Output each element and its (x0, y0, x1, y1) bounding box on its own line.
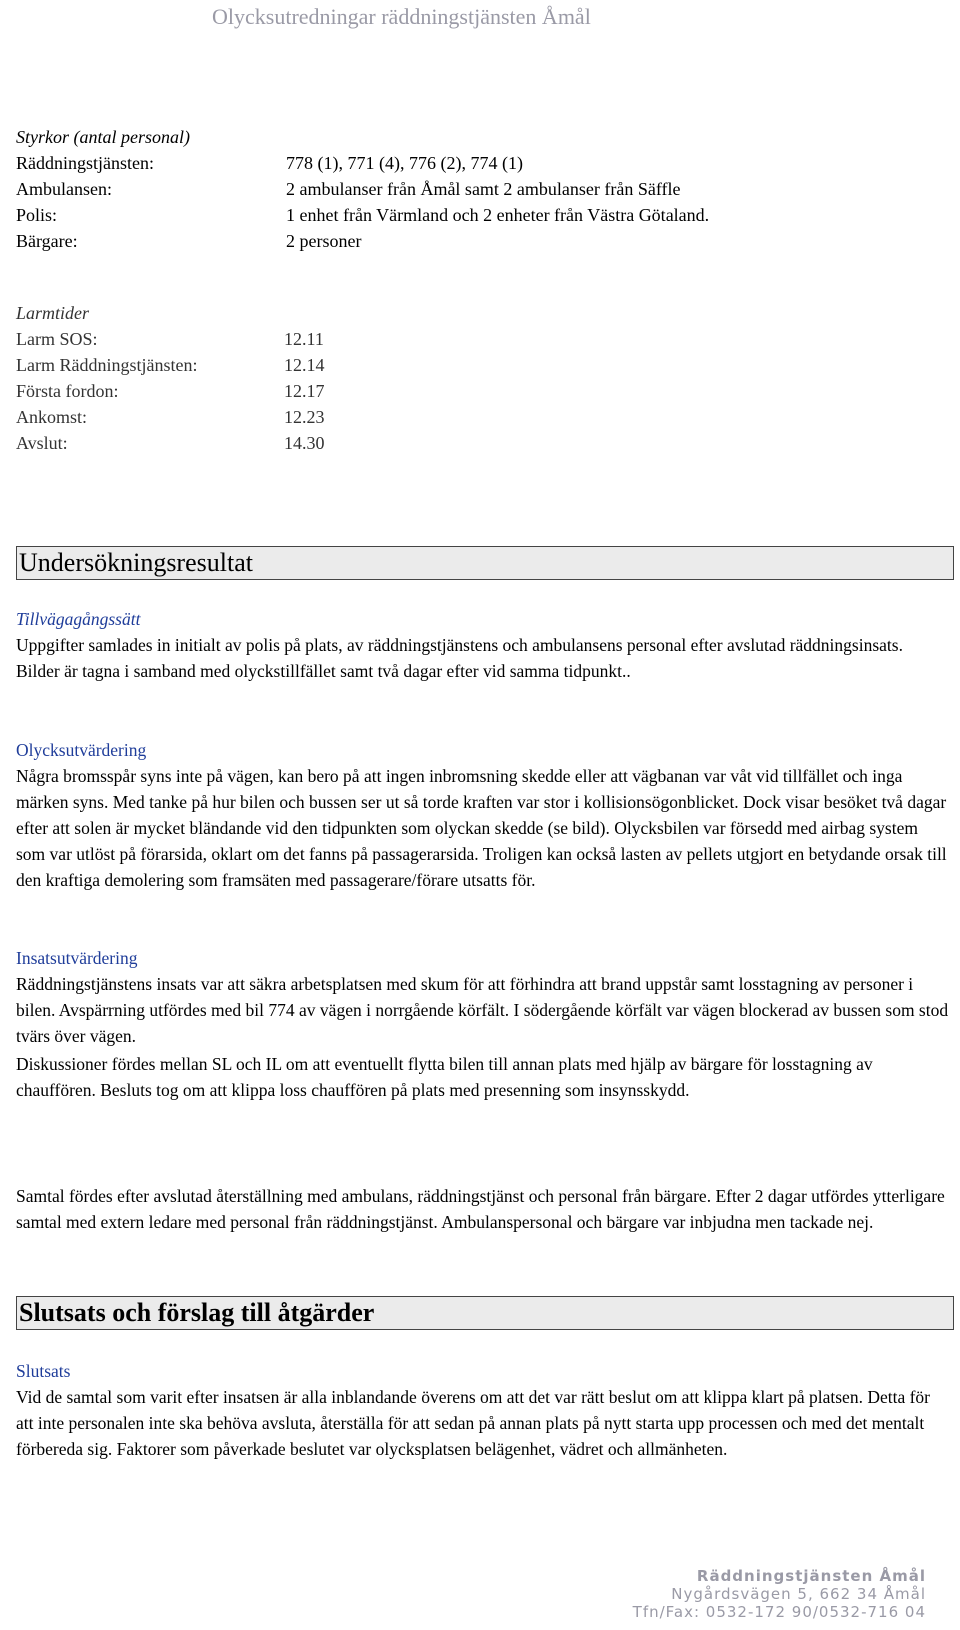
document-header: Olycksutredningar räddningstjänsten Åmål (212, 4, 591, 29)
resource-row (16, 150, 946, 176)
procedure-title: Tillvägagångssätt (16, 609, 141, 629)
response-evaluation-paragraph: Diskussioner fördes mellan SL och IL om att eventuellt flytta bilen till annan plats med hjälp av bärgare för losstagning av chauffören. Besluts tog om att klippa loss chauffören på plats med presenning som insynsskydd. (16, 1054, 873, 1100)
conclusion-text: Vid de samtal som varit efter insatsen är alla inblandande överens om att det var rätt beslut om att klippa klart på platsen. Detta för att inte personalen inte ska behöva avsluta, återställa för att sedan på annan plats på nytt starta upp processen och med det mentalt förbereda sig. Faktorer som påverkade beslutet var olycksplatsen belägenhet, vädret och allmänheten. (16, 1387, 930, 1459)
time-row (16, 404, 946, 430)
accident-evaluation-section (16, 737, 951, 893)
response-evaluation-section (16, 1051, 951, 1103)
accident-evaluation-text: Några bromsspår syns inte på vägen, kan bero på att ingen inbromsning skedde eller att vägbanan var våt vid tillfället och inga märken syns. Med tanke på hur bilen och bussen ser ut så torde kraften var stor i kollisionsögonblicket. Dock visar besöket två dagar efter att solen är mycket bländande vid den tidpunkten som olyckan skedde (se bild). Olycksbilen var försedd med airbag system som var utlöst på förarsida, oklart om det fanns på passagerarsida. Troligen kan också lasten av pellets utgjort en betydande orsak till den kraftiga demolering som framsäten med passagerare/förare utsatts för. (16, 766, 947, 890)
time-value: 14.30 (284, 433, 325, 453)
response-evaluation-section (16, 945, 951, 1049)
footer-name: Räddningstjänsten Åmål (696, 1567, 926, 1585)
time-value: 12.23 (284, 407, 325, 427)
conclusion-section (16, 1358, 951, 1462)
resource-value: 778 (1), 771 (4), 776 (2), 774 (1) (286, 153, 523, 173)
resource-label: Räddningstjänsten: (16, 153, 154, 173)
footer-address: Nygårdsvägen 5, 662 34 Åmål (671, 1585, 926, 1603)
time-label: Larm Räddningstjänsten: (16, 355, 198, 375)
time-label: Ankomst: (16, 407, 88, 427)
resource-row (16, 202, 946, 228)
investigation-banner: Undersökningsresultat (16, 546, 954, 580)
resource-label: Bärgare: (16, 231, 78, 251)
time-value: 12.17 (284, 381, 325, 401)
conclusions-banner: Slutsats och förslag till åtgärder (16, 1296, 954, 1330)
accident-evaluation-title: Olycksutvärdering (16, 740, 147, 760)
response-evaluation-paragraph: Samtal fördes efter avslutad återställning med ambulans, räddningstjänst och personal från bärgare. Efter 2 dagar utfördes ytterligare samtal med extern ledare med personal från räddningstjänst. Ambulanspersonal och bärgare var inbjudna men tackade nej. (16, 1186, 945, 1232)
alarm-times-heading: Larmtider (16, 303, 90, 323)
time-row (16, 326, 946, 352)
time-value: 12.11 (284, 329, 324, 349)
footer-phone: Tfn/Fax: 0532-172 90/0532-716 04 (632, 1603, 926, 1621)
time-row (16, 378, 946, 404)
footer-organization (633, 1567, 926, 1621)
resource-label: Polis: (16, 205, 58, 225)
resources-section (16, 124, 946, 254)
response-evaluation-section (16, 1183, 951, 1235)
conclusion-title: Slutsats (16, 1361, 71, 1381)
time-label: Första fordon: (16, 381, 119, 401)
response-evaluation-paragraph: Räddningstjänstens insats var att säkra arbetsplatsen med skum för att förhindra att brand uppstår samt losstagning av personer i bilen. Avspärrning utfördes med bil 774 av vägen i norrgående körfält. I södergående körfält var vägen blockerad av bussen som stod tvärs över vägen. (16, 974, 949, 1046)
time-row (16, 430, 946, 456)
response-evaluation-title: Insatsutvärdering (16, 948, 138, 968)
time-value: 12.14 (284, 355, 325, 375)
resource-row (16, 176, 946, 202)
resources-heading: Styrkor (antal personal) (16, 127, 190, 147)
resource-value: 2 personer (286, 231, 362, 251)
resource-row (16, 228, 946, 254)
alarm-times-section (16, 300, 946, 456)
time-label: Larm SOS: (16, 329, 98, 349)
procedure-section (16, 606, 951, 684)
time-row (16, 352, 946, 378)
resource-value: 2 ambulanser från Åmål samt 2 ambulanser från Säffle (286, 179, 681, 199)
procedure-text: Uppgifter samlades in initialt av polis på plats, av räddningstjänstens och ambulansens personal efter avslutad räddningsinsats. Bilder är tagna i samband med olyckstillfället samt två dagar efter vid samma tidpunkt.. (16, 635, 903, 681)
resource-label: Ambulansen: (16, 179, 112, 199)
time-label: Avslut: (16, 433, 68, 453)
resource-value: 1 enhet från Värmland och 2 enheter från Västra Götaland. (286, 205, 710, 225)
